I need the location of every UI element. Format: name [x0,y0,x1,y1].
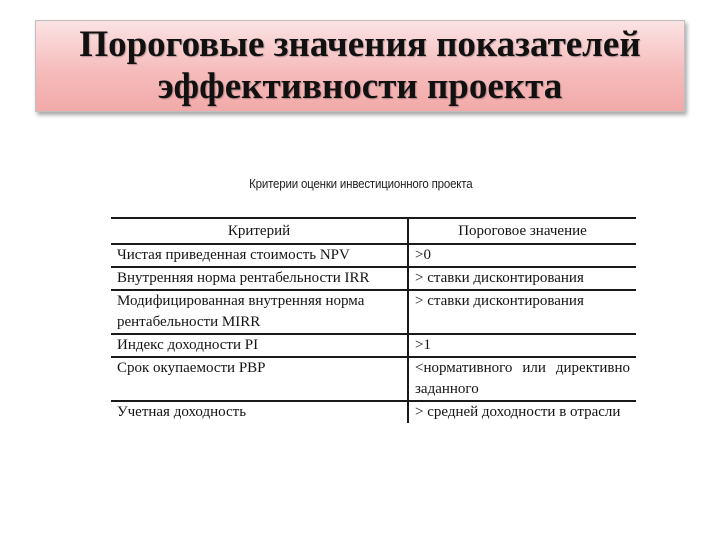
criterion-text-line-1: Модифицированная внутренняя норма [117,293,365,309]
threshold-word: или [522,360,546,376]
table-row [111,401,636,423]
criteria-table [111,217,636,423]
row-threshold [408,267,636,290]
table-caption: Критерии оценки инвестиционного проекта [249,177,473,191]
threshold-text: > ставки дисконтирования [415,270,584,286]
criterion-text: Учетная доходность [117,404,247,420]
table-row [111,357,636,401]
row-threshold [408,290,636,334]
table-row [111,290,636,334]
slide-title-line-1: Пороговые значения показателей [79,24,641,65]
row-criterion [111,357,408,401]
table-row [111,334,636,357]
header-threshold: Пороговое значение [458,223,587,239]
row-criterion [111,290,408,334]
criterion-text-line-2: рентабельности MIRR [117,314,261,330]
threshold-text: >0 [415,247,431,263]
row-threshold [408,357,636,401]
row-threshold [408,244,636,267]
threshold-text-line-2: заданного [415,381,479,397]
header-criterion: Критерий [111,218,408,244]
slide-title-line-2: эффективности проекта [157,66,563,107]
table-header-row [111,218,636,244]
row-criterion [111,244,408,267]
threshold-word: директивно [555,360,630,376]
criterion-text: Чистая приведенная стоимость NPV [117,247,350,263]
criterion-text: Срок окупаемости PBP [117,360,266,376]
criterion-text: Внутренняя норма рентабельности IRR [117,270,370,286]
threshold-text: > ставки дисконтирования [415,293,584,309]
threshold-text: >1 [415,337,431,353]
table-row [111,267,636,290]
threshold-word: <нормативного [415,360,513,376]
criterion-text: Индекс доходности PI [117,337,259,353]
row-criterion [111,401,408,423]
threshold-text-line-1 [415,358,636,379]
row-criterion [111,267,408,290]
threshold-text: > средней доходности в отрасли [415,404,621,420]
table-row [111,244,636,267]
row-threshold [408,334,636,357]
row-threshold [408,401,636,423]
row-criterion [111,334,408,357]
